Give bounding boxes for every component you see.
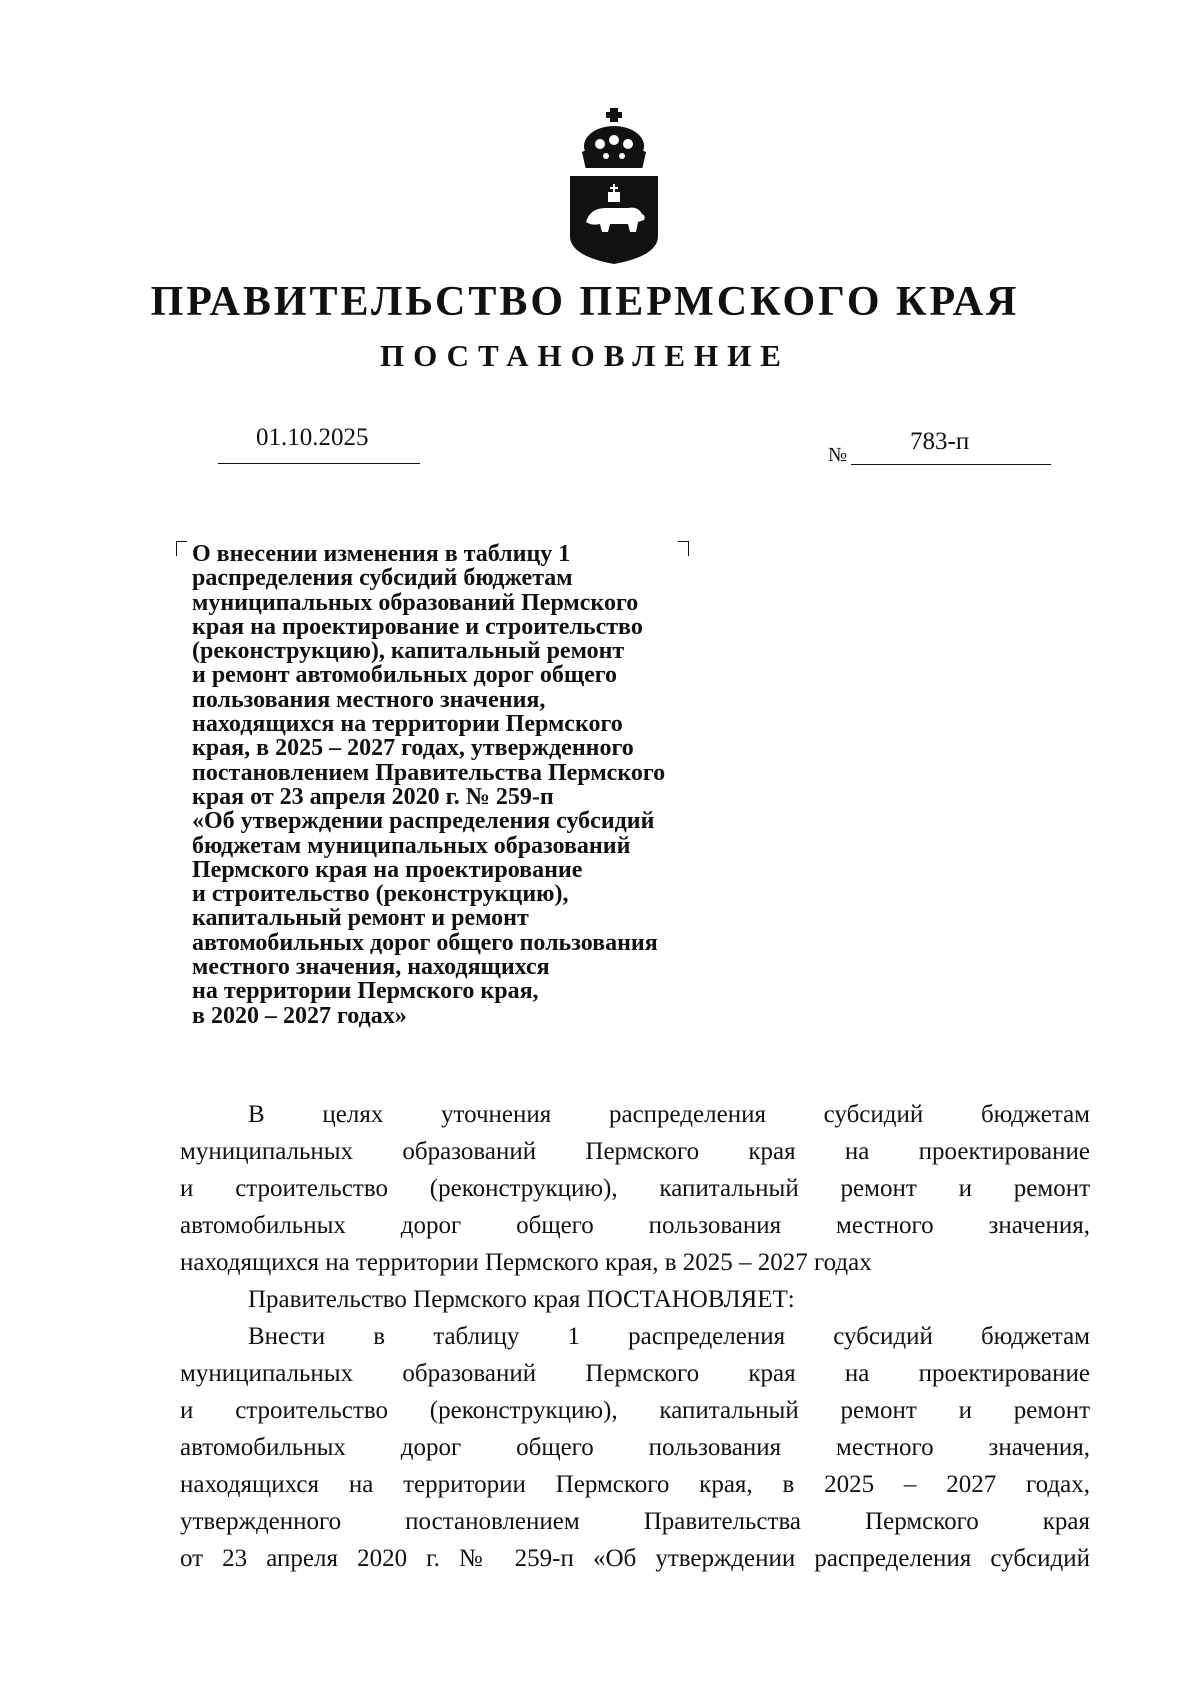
- document-type: ПОСТАНОВЛЕНИЕ: [380, 338, 790, 373]
- number-underline: [851, 464, 1051, 465]
- body-line: утвержденного постановлением Правительства Пермского края: [180, 1508, 1090, 1535]
- body-line: муниципальных образований Пермского края на проектирование: [180, 1138, 1090, 1165]
- subject-line: бюджетам муниципальных образований: [192, 832, 631, 859]
- body-line: и строительство (реконструкцию), капитальный ремонт и ремонт: [180, 1397, 1090, 1424]
- subject-line: постановлением Правительства Пермского: [192, 759, 666, 786]
- subject-line: и ремонт автомобильных дорог общего: [192, 662, 618, 689]
- subject-line: капитальный ремонт и ремонт: [192, 905, 529, 932]
- body-line: от 23 апреля 2020 г. № 259-п «Об утверждении распределения субсидий: [180, 1545, 1090, 1572]
- subject-line: края, в 2025 – 2027 годах, утвержденного: [192, 735, 634, 762]
- subject-line: края от 23 апреля 2020 г. № 259-п: [192, 783, 554, 810]
- date-underline: [218, 463, 420, 464]
- body-line: автомобильных дорог общего пользования местного значения,: [180, 1212, 1090, 1239]
- body-line: автомобильных дорог общего пользования местного значения,: [180, 1434, 1090, 1461]
- subject-line: «Об утверждении распределения субсидий: [192, 808, 655, 835]
- body-line: находящихся на территории Пермского края, в 2025 – 2027 годах,: [180, 1471, 1090, 1498]
- subject-line: пользования местного значения,: [192, 686, 546, 713]
- body-line: Внести в таблицу 1 распределения субсидий бюджетам: [248, 1323, 1090, 1350]
- organization-title: ПРАВИТЕЛЬСТВО ПЕРМСКОГО КРАЯ: [150, 279, 1020, 325]
- number-label: №: [828, 444, 848, 466]
- subject-line: О внесении изменения в таблицу 1: [192, 541, 571, 567]
- subject-line: местного значения, находящихся: [192, 954, 550, 981]
- body-line: В целях уточнения распределения субсидий бюджетам: [248, 1101, 1090, 1128]
- subject-line: и строительство (реконструкцию),: [192, 881, 569, 908]
- body-line: и строительство (реконструкцию), капитальный ремонт и ремонт: [180, 1175, 1090, 1202]
- body-line: находящихся на территории Пермского края, в 2025 – 2027 годах: [180, 1249, 872, 1276]
- perm-krai-coat-of-arms-icon: [566, 108, 662, 266]
- body-line: муниципальных образований Пермского края на проектирование: [180, 1360, 1090, 1387]
- document-date: 01.10.2025: [256, 424, 369, 451]
- subject-line: находящихся на территории Пермского: [192, 711, 623, 738]
- subject-line: муниципальных образований Пермского: [192, 589, 639, 616]
- subject-line: края на проектирование и строительство: [192, 613, 643, 640]
- document-number: 783-п: [910, 428, 970, 455]
- document-subject: [192, 542, 752, 1028]
- subject-line: распределения субсидий бюджетам: [192, 565, 573, 592]
- body-line: Правительство Пермского края ПОСТАНОВЛЯЕТ:: [248, 1286, 795, 1313]
- subject-line: в 2020 – 2027 годах»: [192, 1002, 407, 1029]
- subject-corner-left: [176, 541, 187, 556]
- document-body: [180, 1096, 1090, 1577]
- subject-line: автомобильных дорог общего пользования: [192, 929, 658, 956]
- subject-line: Пермского края на проектирование: [192, 856, 583, 883]
- subject-line: на территории Пермского края,: [192, 978, 539, 1005]
- subject-line: (реконструкцию), капитальный ремонт: [192, 638, 625, 665]
